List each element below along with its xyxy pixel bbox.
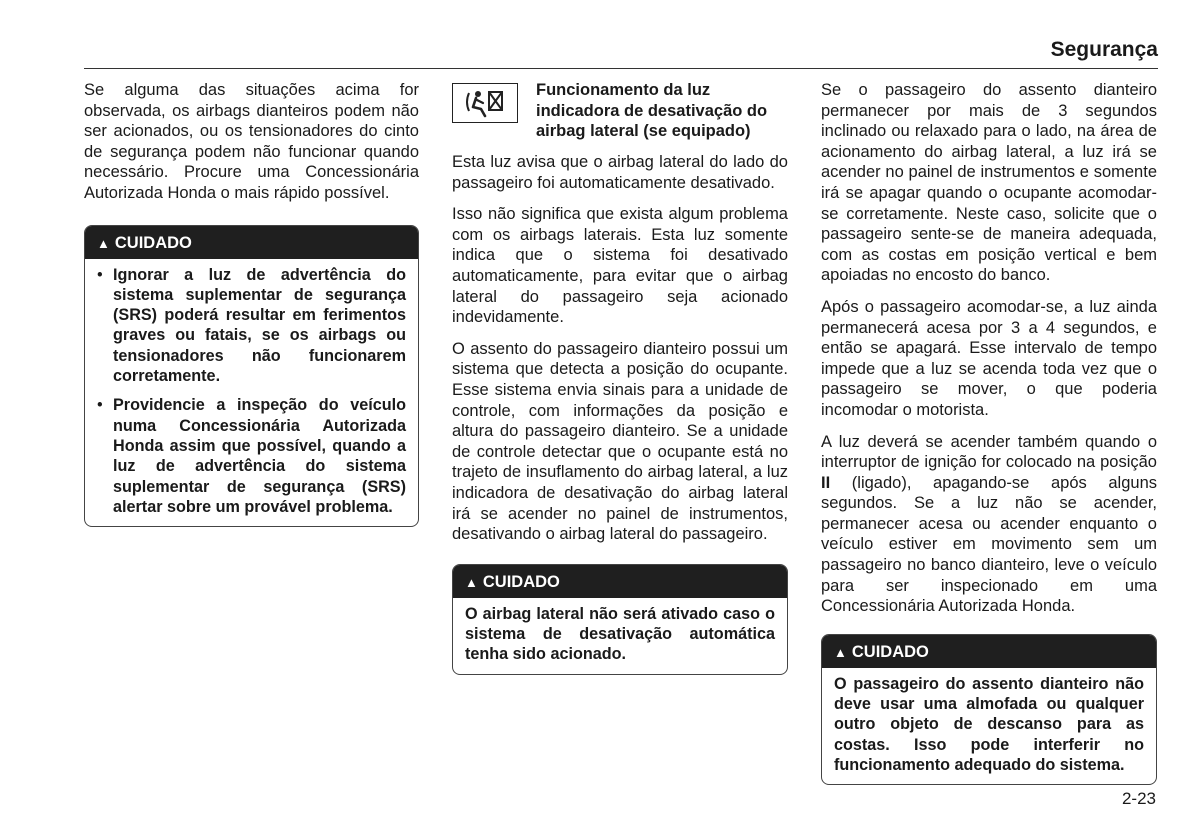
caution-body [822, 668, 1156, 784]
caution-header [453, 565, 787, 598]
warning-triangle-icon: ▲ [97, 235, 110, 251]
paragraph-text: (ligado), apagando-se após alguns segundos. Se a luz não se acender, permanecer acesa ou acender enquanto o veículo estiver em movimento sem um passageiro no banco dianteiro, leve o veículo para ser inspecionado em uma Concessionária Autorizada Honda. [821, 473, 1157, 616]
paragraph [821, 432, 1157, 617]
column-3 [821, 80, 1157, 785]
ignition-position: II [821, 473, 831, 492]
caution-label: CUIDADO [851, 642, 929, 661]
paragraph: Esta luz avisa que o airbag lateral do lado do passageiro foi automaticamente desativado. [452, 153, 788, 192]
warning-triangle-icon: ▲ [834, 644, 847, 660]
paragraph-text: A luz deverá se acender também quando o interruptor de ignição for colocado na posição [821, 432, 1157, 472]
indicator-heading-block [452, 80, 788, 144]
section-title: Segurança [1050, 38, 1158, 61]
column-1 [84, 80, 419, 527]
caution-text: O passageiro do assento dianteiro não deve usar uma almofada ou qualquer outro objeto de descanso para as costas. Isso pode interferir no funcionamento adequado do sistema. [834, 674, 1144, 775]
caution-text: O airbag lateral não será ativado caso o sistema de desativação automática tenha sido acionado. [465, 604, 775, 664]
side-airbag-off-indicator-icon [452, 83, 518, 123]
warning-triangle-icon: ▲ [465, 574, 478, 590]
caution-box-srs [84, 225, 419, 528]
caution-item: • Providencie a inspeção do veículo numa Concessionária Autorizada Honda assim que possível, quando a luz de advertência do sistema suplementar de segurança (SRS) alertar sobre um provável problema. [97, 395, 406, 517]
paragraph: Isso não significa que exista algum problema com os airbags laterais. Esta luz somente indica que o sistema foi desativado automaticamente, para evitar que o airbag lateral do passageiro seja acionado indevidamente. [452, 205, 788, 327]
caution-label: CUIDADO [482, 572, 560, 591]
paragraph: Após o passageiro acomodar-se, a luz ainda permanecerá acesa por 3 a 4 segundos, e então se apagará. Esse intervalo de tempo impede que a luz se acenda toda vez que o passageiro se mover, o que poderia incomodar o motorista. [821, 297, 1157, 419]
caution-body [85, 259, 418, 527]
page-number: 2-23 [1121, 789, 1156, 808]
caution-header [85, 226, 418, 259]
page-header [84, 36, 1158, 69]
caution-body [453, 598, 787, 674]
paragraph: Se o passageiro do assento dianteiro permanecer por mais de 3 segundos inclinado ou relaxado para o lado, na área de acionamento do airbag lateral, a luz irá se acender no painel de instrumentos e somente irá se apagar quando o ocupante acomodar-se corretamente. Neste caso, solicite que o passageiro sente-se de maneira adequada, com as costas em posição vertical e bem apoiadas no encosto do banco. [821, 81, 1157, 285]
caution-box-side-airbag [452, 564, 788, 675]
paragraph: O assento do passageiro dianteiro possui um sistema que detecta a posição do ocupante. Esse sistema envia sinais para a unidade de controle, com informações da posição e altura do passageiro dianteiro. Se a unidade de controle detectar que o ocupante está no trajeto de insuflamento do airbag lateral, a luz indicadora de desativação do airbag lateral irá se acender no painel de instrumentos, desativando o airbag lateral do passageiro. [452, 339, 788, 544]
column-2 [452, 80, 788, 675]
caution-box-cushion [821, 634, 1157, 785]
caution-list [97, 265, 406, 518]
caution-header [822, 635, 1156, 668]
intro-paragraph: Se alguma das situações acima for observada, os airbags dianteiros podem não ser acionados, ou os tensionadores do cinto de segurança podem não funcionar quando necessário. Procure uma Concessionária Autorizada Honda o mais rápido possível. [84, 81, 419, 202]
caution-label: CUIDADO [114, 233, 192, 252]
indicator-heading: Funcionamento da luz indicadora de desativação do airbag lateral (se equipado) [536, 81, 768, 141]
caution-item: • Ignorar a luz de advertência do sistema suplementar de segurança (SRS) poderá resultar em ferimentos graves ou fatais, se os airbags ou tensionadores não funcionarem corretamente. [97, 265, 406, 387]
